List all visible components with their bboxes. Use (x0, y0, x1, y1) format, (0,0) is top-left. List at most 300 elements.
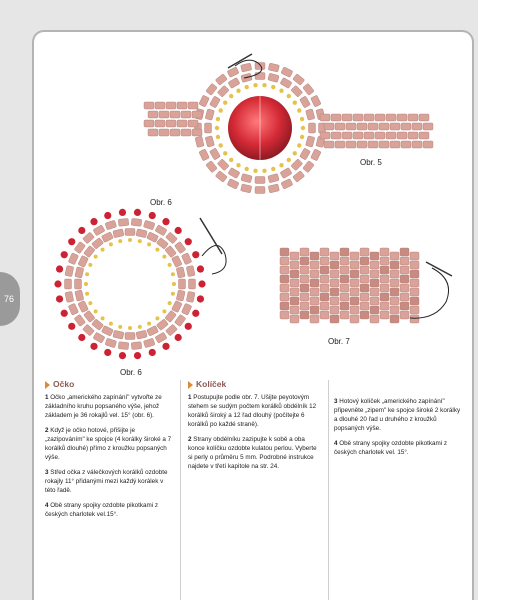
bead (380, 311, 389, 319)
column-divider-1 (180, 380, 181, 600)
bead (320, 114, 330, 121)
bead (410, 315, 419, 323)
seed-bead (262, 83, 266, 87)
bead (350, 261, 359, 269)
bead (370, 306, 379, 314)
seed-bead (90, 343, 97, 350)
bead (181, 303, 191, 315)
seed-bead (88, 301, 92, 305)
seed-bead (162, 309, 166, 313)
bead (400, 311, 409, 319)
bead (340, 293, 349, 301)
bead (310, 288, 319, 296)
bead (320, 132, 330, 139)
column-heading: Očko (53, 379, 75, 389)
seed-bead (198, 280, 205, 287)
bead (350, 306, 359, 314)
bead (255, 63, 265, 70)
bead (105, 220, 117, 230)
bead (165, 324, 177, 336)
bead (380, 248, 389, 256)
bead (380, 275, 389, 283)
bead (206, 161, 218, 173)
bead (423, 123, 433, 130)
seed-bead (171, 272, 175, 276)
bead (281, 179, 293, 190)
bead (364, 132, 374, 139)
bead (280, 311, 289, 319)
bead (291, 159, 303, 171)
bead (290, 279, 299, 287)
bead (290, 306, 299, 314)
bead (311, 95, 322, 107)
bead (206, 83, 218, 95)
bead (330, 279, 339, 287)
seed-bead (149, 212, 156, 219)
bead (118, 342, 129, 350)
bead (350, 297, 359, 305)
figure-7-caption: Obr. 7 (328, 337, 350, 346)
bead (350, 288, 359, 296)
bead (290, 252, 299, 260)
bead (93, 332, 105, 343)
seed-bead (162, 255, 166, 259)
bead (75, 290, 84, 301)
bead (136, 229, 147, 238)
bead (330, 306, 339, 314)
bead (386, 132, 396, 139)
seed-bead (215, 126, 219, 130)
bead (192, 111, 202, 118)
seed-bead (253, 83, 257, 87)
seed-bead (56, 295, 63, 302)
bead (300, 248, 309, 256)
bead (340, 257, 349, 265)
bead (181, 253, 191, 265)
seed-bead (216, 135, 220, 139)
bead (280, 168, 292, 179)
bead (68, 253, 78, 265)
seed-bead (223, 151, 227, 155)
bead (324, 123, 334, 130)
bead (131, 218, 142, 226)
bead (350, 270, 359, 278)
bead (155, 120, 165, 127)
bead (148, 129, 158, 136)
paragraph: 3 Střed očka z válečkových korálků ozdobte rokajly 11° přidanými mezi každý korálek v této řadě. (45, 469, 168, 494)
bead (330, 252, 339, 260)
bead (156, 237, 168, 249)
bead (360, 275, 369, 283)
bead (419, 114, 429, 121)
seed-bead (94, 309, 98, 313)
bead (346, 141, 356, 148)
bead (400, 293, 409, 301)
bead (390, 270, 399, 278)
bead (410, 261, 419, 269)
seed-bead (109, 322, 113, 326)
bead (255, 177, 265, 184)
bead (410, 288, 419, 296)
bead (255, 187, 265, 194)
bead (423, 141, 433, 148)
seed-bead (297, 143, 301, 147)
bead (172, 255, 183, 267)
bead (172, 301, 183, 313)
seed-bead (172, 282, 176, 286)
bead (310, 279, 319, 287)
bead (293, 171, 305, 183)
seed-bead (271, 85, 275, 89)
bead (131, 342, 142, 350)
figure-6-caption-bottom: Obr. 6 (120, 368, 142, 377)
bead (125, 333, 135, 340)
bead (390, 141, 400, 148)
seed-bead (138, 325, 142, 329)
bead (300, 257, 309, 265)
bead (330, 270, 339, 278)
bead (400, 275, 409, 283)
bead (401, 141, 411, 148)
bead (370, 252, 379, 260)
bead (188, 120, 198, 127)
bead (408, 132, 418, 139)
bead (303, 83, 315, 95)
bead (82, 324, 94, 336)
bead (170, 129, 180, 136)
bead (410, 297, 419, 305)
seed-bead (197, 265, 204, 272)
bead (375, 132, 385, 139)
bead (268, 184, 279, 193)
bead (228, 77, 240, 88)
bead (310, 252, 319, 260)
bead (419, 132, 429, 139)
bead (300, 96, 311, 108)
seed-bead (262, 169, 266, 173)
fig6-bead-ring (54, 209, 205, 359)
seed-bead (229, 158, 233, 162)
bead (360, 284, 369, 292)
bead (65, 291, 74, 302)
paragraph: 2 Strany obdélníku zazipujte k sobě a oba konce kolíčku ozdobte kulatou perlou. Vyberte si perly o průměru 5 mm. Podrobné instrukce najdete v třetí kapitole na str. 24. (188, 436, 317, 470)
seed-bead (271, 167, 275, 171)
seed-bead (128, 326, 132, 330)
bead (380, 302, 389, 310)
bead (177, 120, 187, 127)
column-heading: Kolíček (196, 379, 227, 389)
bead (156, 319, 168, 331)
bead (320, 266, 329, 274)
bead (370, 270, 379, 278)
seed-bead (88, 263, 92, 267)
bead (174, 314, 186, 326)
seed-bead (175, 227, 182, 234)
bead (401, 123, 411, 130)
bead (320, 311, 329, 319)
bead (280, 302, 289, 310)
bead (290, 297, 299, 305)
bead (370, 288, 379, 296)
bead (82, 232, 94, 244)
bead (397, 132, 407, 139)
bead (280, 293, 289, 301)
bead (192, 129, 202, 136)
bead (330, 288, 339, 296)
bead (340, 302, 349, 310)
bead (280, 284, 289, 292)
seed-bead (147, 322, 151, 326)
bead (357, 123, 367, 130)
bead (215, 171, 227, 183)
bead (360, 311, 369, 319)
seed-bead (162, 218, 169, 225)
bead (320, 248, 329, 256)
bead (280, 266, 289, 274)
seed-bead (109, 242, 113, 246)
paragraph: 2 Když je očko hotové, přišijte je „zazipováním" ke spojce (4 korálky široké a 7 korálků dlouhé) přímo z kroužku popsaných výše. (45, 427, 172, 461)
bead (83, 245, 95, 257)
right-margin (478, 0, 510, 600)
bead (300, 302, 309, 310)
bead (390, 261, 399, 269)
bead (410, 306, 419, 314)
bead (148, 111, 158, 118)
bead (370, 315, 379, 323)
bead (324, 141, 334, 148)
bead (170, 111, 180, 118)
bead (179, 279, 186, 289)
paragraph: 1 Očko „amerického zapínání" vytvořte ze základního kruhu popsaného výše, jehož základem je 36 rokajlů vel. 15° (obr. 6). (45, 394, 162, 419)
bead (342, 114, 352, 121)
bead (113, 229, 124, 238)
bead (177, 102, 187, 109)
bead (360, 257, 369, 265)
bead (166, 120, 176, 127)
bead (357, 141, 367, 148)
column-kolicek (188, 380, 318, 477)
bead (300, 311, 309, 319)
bead (144, 120, 154, 127)
seed-bead (134, 209, 141, 216)
bead (390, 123, 400, 130)
bead (155, 332, 167, 343)
seed-bead (168, 301, 172, 305)
bead (228, 168, 240, 179)
bead (386, 114, 396, 121)
column-kolicek-continued (334, 397, 464, 463)
fig6-thread (202, 245, 226, 274)
triangle-bullet-icon (45, 381, 50, 389)
bead (143, 338, 155, 348)
bead (125, 229, 135, 236)
seed-bead (118, 239, 122, 243)
seed-bead (279, 89, 283, 93)
seed-bead (175, 334, 182, 341)
bead (380, 284, 389, 292)
seed-bead (61, 251, 68, 258)
bead (136, 330, 147, 339)
bead (350, 252, 359, 260)
bead (306, 136, 315, 147)
bead (68, 303, 78, 315)
bead (255, 73, 265, 80)
bead (346, 123, 356, 130)
bead (186, 265, 195, 276)
bead (340, 311, 349, 319)
bead (217, 159, 229, 171)
seed-bead (119, 352, 126, 359)
seed-bead (54, 280, 61, 287)
bead (390, 288, 399, 296)
seed-bead (84, 282, 88, 286)
bead (320, 257, 329, 265)
bead (330, 297, 339, 305)
bead (159, 129, 169, 136)
bead (113, 330, 124, 339)
bead (390, 315, 399, 323)
seed-bead (94, 255, 98, 259)
seed-bead (197, 295, 204, 302)
bead (370, 297, 379, 305)
bead (91, 319, 103, 331)
bead (380, 266, 389, 274)
seed-bead (300, 135, 304, 139)
bead (390, 297, 399, 305)
bead (74, 314, 86, 326)
bead (340, 275, 349, 283)
bead (159, 111, 169, 118)
bead (303, 161, 315, 173)
seed-bead (61, 310, 68, 317)
bead (78, 301, 89, 313)
column-ocko (45, 380, 175, 525)
bead (290, 261, 299, 269)
bead (186, 291, 195, 302)
bead (342, 132, 352, 139)
seed-bead (78, 227, 85, 234)
seed-bead (297, 108, 301, 112)
bead (380, 257, 389, 265)
bead (188, 102, 198, 109)
bead (65, 265, 74, 276)
bead (143, 220, 155, 230)
seed-bead (155, 248, 159, 252)
seed-bead (301, 126, 305, 130)
bead (320, 293, 329, 301)
bead (290, 288, 299, 296)
bead (368, 141, 378, 148)
seed-bead (300, 117, 304, 121)
bead (310, 261, 319, 269)
bead (74, 241, 86, 253)
bead (408, 114, 418, 121)
bead (176, 267, 185, 278)
bead (310, 306, 319, 314)
bead (400, 302, 409, 310)
figure-6-diagram (40, 196, 250, 364)
bead (340, 284, 349, 292)
bead (360, 293, 369, 301)
bead (410, 279, 419, 287)
seed-bead (85, 292, 89, 296)
seed-bead (162, 343, 169, 350)
seed-bead (253, 169, 257, 173)
seed-bead (128, 238, 132, 242)
bead (280, 275, 289, 283)
bead (410, 270, 419, 278)
bead (209, 96, 220, 108)
paragraph: 1 Postupujte podle obr. 7. Ušijte peyotovým stehem se sudým počtem korálků obdélník 12 korálků široký a 12 řad dlouhý (počítejte 6 korálků po každé straně). (188, 394, 317, 428)
column-divider-2 (328, 380, 329, 600)
bead (353, 114, 363, 121)
bead (400, 248, 409, 256)
bead (370, 261, 379, 269)
bead (166, 102, 176, 109)
bead (75, 267, 84, 278)
paragraph: 3 Hotový kolíček „amerického zapínání" připevněte „zipem" ke spojce široké 2 korálky a dlouhé 20 řad u druhého z kroužků popsaných výše. (334, 398, 461, 432)
seed-bead (236, 89, 240, 93)
bead (370, 279, 379, 287)
bead (165, 232, 177, 244)
seed-bead (68, 238, 75, 245)
seed-bead (293, 101, 297, 105)
seed-bead (245, 167, 249, 171)
figure-5-diagram (140, 48, 460, 208)
bead (400, 257, 409, 265)
bead (290, 315, 299, 323)
bead (331, 132, 341, 139)
seed-bead (90, 218, 97, 225)
bead (360, 266, 369, 274)
bead (300, 284, 309, 292)
seed-bead (287, 158, 291, 162)
bead (310, 315, 319, 323)
bead (75, 279, 82, 289)
bead (268, 174, 279, 183)
bead (400, 284, 409, 292)
bead (410, 252, 419, 260)
bead (91, 237, 103, 249)
bead (241, 63, 252, 72)
bead (78, 255, 89, 267)
bead (83, 310, 95, 322)
figure-7-diagram (270, 240, 470, 335)
bead (330, 261, 339, 269)
bead (280, 77, 292, 88)
bead (320, 284, 329, 292)
seed-bead (293, 151, 297, 155)
seed-bead (118, 325, 122, 329)
bead (101, 232, 113, 243)
seed-bead (236, 163, 240, 167)
seed-bead (104, 349, 111, 356)
bead (353, 132, 363, 139)
seed-bead (68, 323, 75, 330)
bead (147, 326, 159, 337)
seed-bead (168, 263, 172, 267)
seed-bead (223, 101, 227, 105)
page-number: 76 (4, 294, 15, 304)
seed-bead (219, 108, 223, 112)
seed-bead (192, 310, 199, 317)
seed-bead (119, 209, 126, 216)
bead (176, 290, 185, 301)
bead (268, 63, 279, 72)
figure-5-caption: Obr. 5 (360, 158, 382, 167)
bead (311, 149, 322, 161)
bead (205, 123, 212, 133)
